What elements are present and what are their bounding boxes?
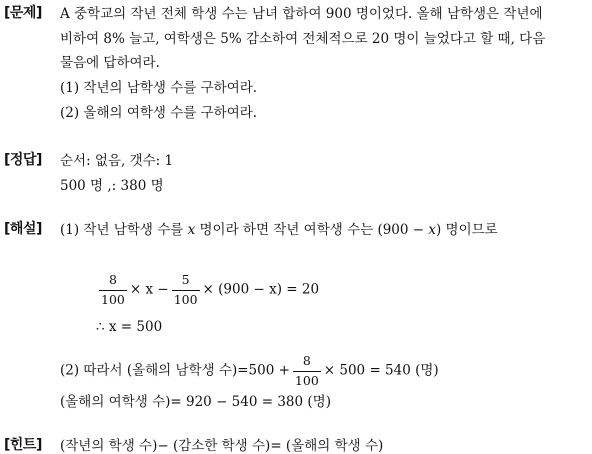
problem-line-1: A 중학교의 작년 전체 학생 수는 남녀 합하여 900 명이었다. 올해 남학생은 작년에 [60,6,543,22]
answer-meta: 순서: 없음, 갯수: 1 [60,153,174,169]
problem-line-5: (2) 올해의 여학생 수를 구하여라. [60,105,258,121]
fraction-5-100 [172,274,200,306]
explanation-line-1-pre: (1) 작년 남학생 수를 [60,222,188,238]
explanation-line-1-post: ) 명이므로 [436,222,498,238]
equation-1-part-1: × x − [129,281,169,298]
variable-x-2: x [428,222,436,238]
equation-1 [96,274,319,306]
hint-tag: [힌트] [4,437,42,453]
explanation-line-3-post: × 500 = 540 (명) [323,362,439,379]
answer-tag: [정답] [4,152,42,168]
fraction-denominator: 100 [101,291,125,307]
problem-line-2: 비하여 8% 늘고, 여학생은 5% 감소하여 전체적으로 20 명이 늘었다고 할 때, 다음 [60,31,546,47]
problem-line-4: (1) 작년의 남학생 수를 구하여라. [60,80,258,96]
problem-line-3: 물음에 답하여라. [60,55,160,71]
explanation-line-4: (올해의 여학생 수)= 920 − 540 = 380 (명) [60,394,331,410]
explanation-line-3 [60,355,439,387]
fraction-numerator: 5 [172,274,200,291]
variable-x: x [187,222,196,238]
problem-tag: [문제] [4,5,42,21]
fraction-8-100 [99,274,127,306]
fraction-denominator: 100 [294,372,319,388]
explanation-line-1 [60,218,498,238]
equation-2: ∴ x = 500 [96,319,163,335]
equation-1-part-2: × (900 − x) = 20 [202,281,320,298]
explanation-line-1-mid: 명이라 하면 작년 여학생 수는 (900 − [195,222,429,238]
fraction-denominator: 100 [173,291,198,307]
hint-text: (작년의 학생 수)− (감소한 학생 수)= (올해의 학생 수) [60,438,384,454]
fraction-numerator: 8 [293,355,321,372]
fraction-numerator: 8 [99,274,127,291]
fraction-8-100-b [293,355,321,387]
explanation-tag: [해설] [4,221,42,237]
answer-value: 500 명 ,: 380 명 [60,178,164,194]
explanation-line-3-pre: (2) 따라서 (올해의 남학생 수)=500 + [60,362,290,379]
